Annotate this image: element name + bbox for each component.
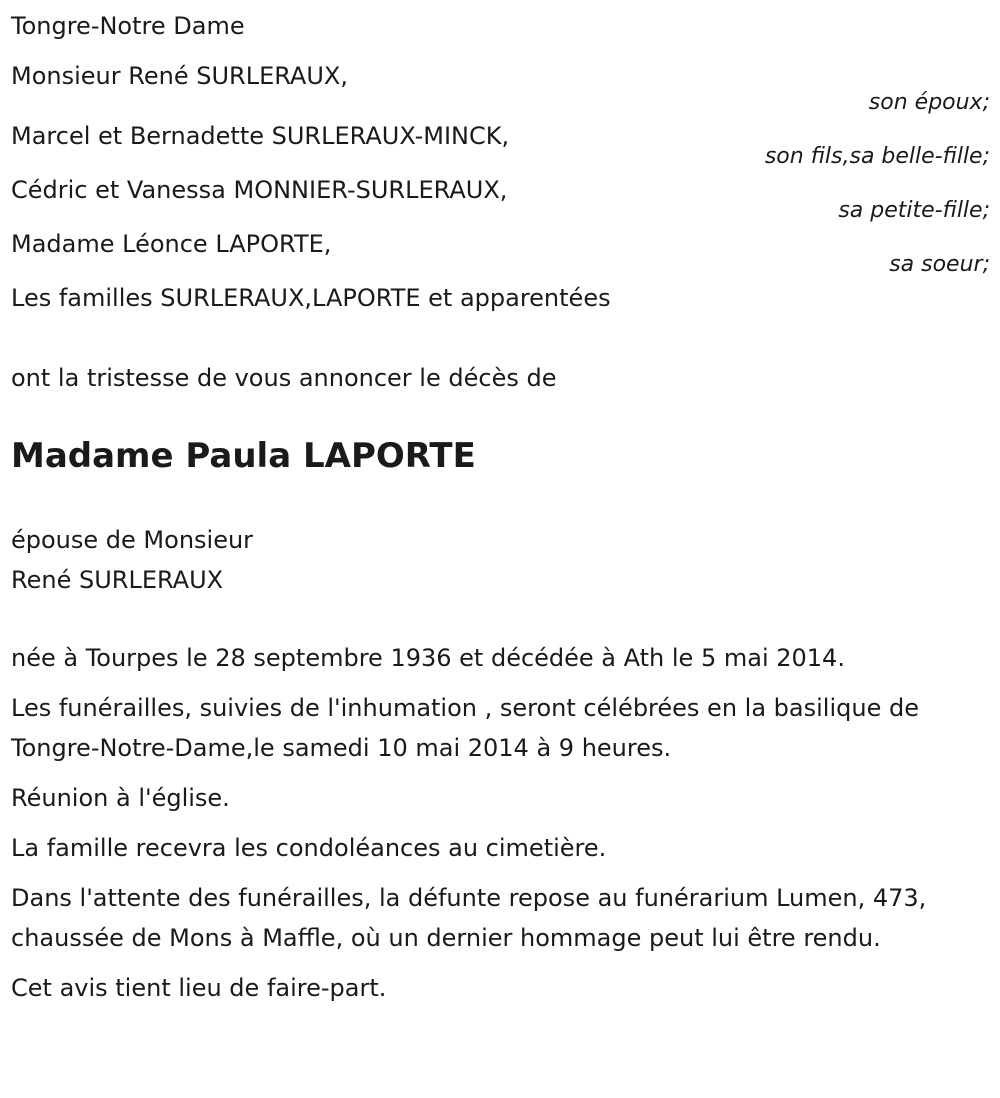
condolences-paragraph: La famille recevra les condoléances au cimetière. — [11, 834, 607, 862]
family-member-relation: sa petite-fille; — [838, 198, 990, 223]
place-line: Tongre-Notre Dame — [11, 12, 245, 40]
birth-death-paragraph: née à Tourpes le 28 septembre 1936 et décédée à Ath le 5 mai 2014. — [11, 644, 845, 672]
family-member — [11, 56, 990, 116]
spouse-name-line: René SURLERAUX — [11, 566, 224, 594]
family-member — [11, 224, 990, 278]
family-member — [11, 170, 990, 224]
deceased-name: Madame Paula LAPORTE — [11, 436, 476, 476]
family-member-name: Cédric et Vanessa MONNIER-SURLERAUX, — [11, 176, 508, 204]
families-line: Les familles SURLERAUX,LAPORTE et apparentées — [11, 284, 611, 312]
family-member-relation: son époux; — [868, 90, 990, 115]
family-member-name: Marcel et Bernadette SURLERAUX-MINCK, — [11, 122, 510, 150]
spouse-line: épouse de Monsieur — [11, 526, 254, 554]
closing-paragraph: Cet avis tient lieu de faire-part. — [11, 974, 387, 1002]
announcement-line: ont la tristesse de vous annoncer le décès de — [11, 364, 557, 392]
funeral-paragraph: Les funérailles, suivies de l'inhumation , seront célébrées en la basilique de Tongre-Notre-Dame,le samedi 10 mai 2014 à 9 heures. — [11, 694, 919, 762]
family-member — [11, 116, 990, 170]
family-member-relation: son fils,sa belle-fille; — [764, 144, 990, 169]
family-member-name: Madame Léonce LAPORTE, — [11, 230, 332, 258]
funerarium-paragraph: Dans l'attente des funérailles, la défunte repose au funérarium Lumen, 473, chaussée de Mons à Maffle, où un dernier hommage peut lui être rendu. — [11, 884, 927, 952]
family-member-name: Monsieur René SURLERAUX, — [11, 62, 348, 90]
details-section — [11, 638, 990, 1008]
meeting-paragraph: Réunion à l'église. — [11, 784, 230, 812]
family-member-relation: sa soeur; — [889, 252, 990, 277]
